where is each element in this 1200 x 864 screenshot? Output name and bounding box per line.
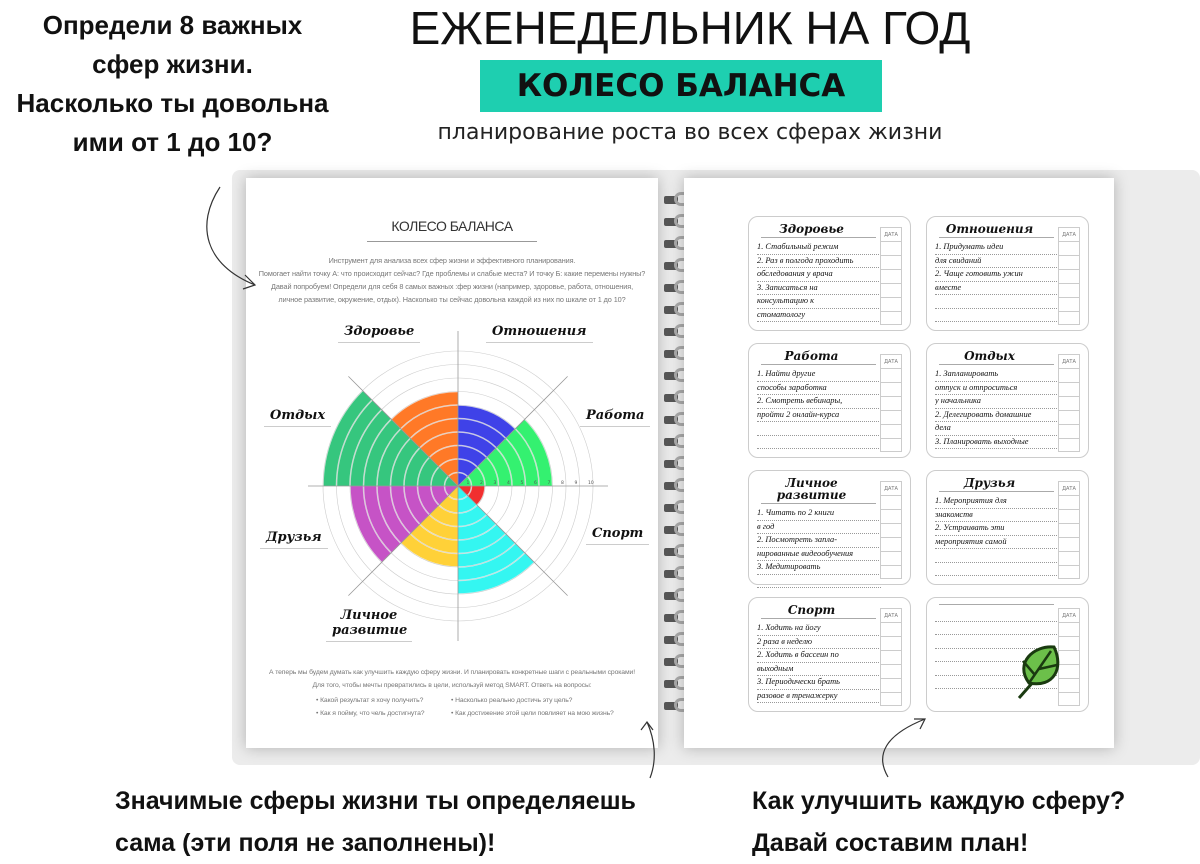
intro-text: Инструмент для анализа всех сфер жизни и эффективного планирования. Помогает найти точку А: что происходит сейчас? Где проблемы и слабые места? И точку Б: какие перемены нужны? Давай попробуем! Определи для себя 8 самых важных :фер жизни (например, здоровье, работа, отношения, личное развитие, окружение, отдых). Насколько ты сейчас довольна каждой из них по шкале от 1 до 10? <box>258 256 646 304</box>
arrow-divider <box>939 237 1054 238</box>
card-title: Спорт <box>787 603 836 617</box>
right-page <box>684 178 1114 748</box>
card-title: Личное развитие <box>776 476 847 502</box>
date-column: ДАТА <box>880 227 902 325</box>
plan-line[interactable]: 2. Чаще готовить ужин <box>935 268 1059 282</box>
outro-text: А теперь мы будем думать как улучшить каждую сферу жизни. И планировать конкретные шаги с реальными сроками! Для того, чтобы мечты превратились в цели, используй метод SMART. Ответь на вопросы: <box>268 669 636 689</box>
label-health: Здоровье <box>338 324 420 343</box>
plan-line[interactable]: 2. Посмотреть запла- <box>757 534 881 548</box>
arrow-divider <box>761 618 876 619</box>
plan-line[interactable]: 2. Устраивать эти <box>935 522 1059 536</box>
card-title: Отдых <box>964 349 1015 363</box>
plan-line[interactable] <box>935 622 1059 636</box>
label-relations: Отношения <box>486 324 593 343</box>
pointer-arrow-icon <box>870 715 930 779</box>
balance-wheel <box>308 328 608 648</box>
plan-card <box>926 470 1089 585</box>
plan-line[interactable]: 1. Читать по 2 книги <box>757 507 881 521</box>
banner: КОЛЕСО БАЛАНСА <box>480 60 882 112</box>
tick-label: 8 <box>561 481 564 486</box>
plan-line[interactable]: вместе <box>935 282 1059 296</box>
plan-line[interactable]: 3. Записаться на <box>757 282 881 296</box>
arrow-divider <box>761 503 876 504</box>
plan-line[interactable]: 1. Мероприятия для <box>935 495 1059 509</box>
plan-line[interactable]: 2 раза в неделю <box>757 636 881 650</box>
plan-line[interactable]: 2. Ходить в бассеин по <box>757 649 881 663</box>
arrow-divider <box>939 364 1054 365</box>
tick-label: 7 <box>547 481 551 486</box>
plan-line[interactable] <box>757 575 881 589</box>
arrow-divider <box>761 364 876 365</box>
label-work: Работа <box>580 408 650 427</box>
plan-line[interactable]: консультацию к <box>757 295 881 309</box>
card-title: Отношения <box>945 222 1034 236</box>
label-rest: Отдых <box>264 408 331 427</box>
leaf-icon <box>1009 643 1065 703</box>
plan-card <box>748 597 911 712</box>
plan-line[interactable]: 2. Раз в полгода проходить <box>757 255 881 269</box>
card-title: Здоровье <box>779 222 844 236</box>
tick-label: 1 <box>466 481 470 486</box>
plan-card <box>748 343 911 458</box>
tick-label: 2 <box>480 481 483 486</box>
wheel-title: КОЛЕСО БАЛАНСА <box>391 218 513 234</box>
arrow-divider <box>761 237 876 238</box>
plan-line[interactable]: 1. Найти другие <box>757 368 881 382</box>
plan-line[interactable]: 2. Смотреть вебинары, <box>757 395 881 409</box>
pointer-arrow-icon <box>635 720 665 780</box>
plan-line[interactable]: пройти 2 онлайн-курса <box>757 409 881 423</box>
page-title: ЕЖЕНЕДЕЛЬНИК НА ГОД <box>409 2 971 54</box>
tick-label: 9 <box>574 481 578 486</box>
tick-label: 10 <box>588 481 594 486</box>
plan-line[interactable]: для свиданий <box>935 255 1059 269</box>
plan-line[interactable]: стоматологу <box>757 309 881 323</box>
date-column: ДАТА <box>880 354 902 452</box>
plan-line[interactable]: 1. Придумать идеи <box>935 241 1059 255</box>
label-sport: Спорт <box>586 526 649 545</box>
label-friends: Друзья <box>260 530 328 549</box>
plan-line[interactable]: 1. Запланировать <box>935 368 1059 382</box>
plan-line[interactable]: 3. Периодически брать <box>757 676 881 690</box>
plan-line[interactable] <box>935 563 1059 577</box>
plan-line[interactable]: у начальника <box>935 395 1059 409</box>
plan-line[interactable]: обследования у врача <box>757 268 881 282</box>
plan-line[interactable] <box>935 608 1059 622</box>
plan-line[interactable]: в год <box>757 521 881 535</box>
tick-label: 3 <box>493 481 497 486</box>
left-page <box>246 178 658 748</box>
date-column: ДАТА <box>880 481 902 579</box>
date-column: ДАТА <box>880 608 902 706</box>
arrow-divider <box>939 491 1054 492</box>
plan-line[interactable]: знакомств <box>935 509 1059 523</box>
smart-questions: • Какой результат я хочу получить? • Насколько реально достичь эту цель? • Как я пойму, что чель достигнута? • Как достижение этой цели повлияет на мою жизнь? <box>316 697 614 717</box>
card-title: Друзья <box>963 476 1016 490</box>
plan-line[interactable]: 1. Ходить на йогу <box>757 622 881 636</box>
plan-line[interactable]: выходным <box>757 663 881 677</box>
plan-line[interactable] <box>757 422 881 436</box>
date-column: ДАТА <box>1058 608 1080 706</box>
plan-card <box>748 216 911 331</box>
plan-line[interactable]: 1. Стабильный режим <box>757 241 881 255</box>
plan-line[interactable]: отпуск и отпроситься <box>935 382 1059 396</box>
date-column: ДАТА <box>1058 481 1080 579</box>
plan-line[interactable]: 3. Планировать выходные <box>935 436 1059 450</box>
date-column: ДАТА <box>1058 227 1080 325</box>
caption-left: Значимые сферы жизни ты определяешь сама (эти поля не заполнены)! <box>115 787 636 857</box>
plan-line[interactable]: 3. Медитировать <box>757 561 881 575</box>
tick-label: 6 <box>534 481 537 486</box>
plan-card <box>926 343 1089 458</box>
plan-line[interactable] <box>757 436 881 450</box>
pointer-arrow-icon <box>195 185 265 295</box>
tick-label: 5 <box>520 481 524 486</box>
arrow-divider <box>939 604 1054 605</box>
plan-line[interactable] <box>935 309 1059 323</box>
caption-right: Как улучшить каждую сферу? Давай составим план! <box>752 787 1126 857</box>
arrow-divider <box>366 234 538 242</box>
card-title: Работа <box>784 349 839 363</box>
plan-line[interactable]: дела <box>935 422 1059 436</box>
subtitle: планирование роста во всех сферах жизни <box>437 120 943 145</box>
plan-line[interactable]: разовое в тренажерку <box>757 690 881 704</box>
headline: Определи 8 важных сфер жизни. Насколько ты довольна ими от 1 до 10? <box>16 10 329 157</box>
plan-card <box>748 470 911 585</box>
plan-card <box>926 216 1089 331</box>
date-column: ДАТА <box>1058 354 1080 452</box>
plan-line[interactable]: мероприятия самой <box>935 536 1059 550</box>
plan-line[interactable]: нированные видеообучения <box>757 548 881 562</box>
plan-line[interactable]: способы заработка <box>757 382 881 396</box>
plan-line[interactable]: 2. Делегировать домашние <box>935 409 1059 423</box>
label-personal: Личное развитие <box>326 608 412 642</box>
tick-label: 4 <box>507 481 510 486</box>
plan-line[interactable] <box>935 295 1059 309</box>
plan-line[interactable] <box>935 549 1059 563</box>
